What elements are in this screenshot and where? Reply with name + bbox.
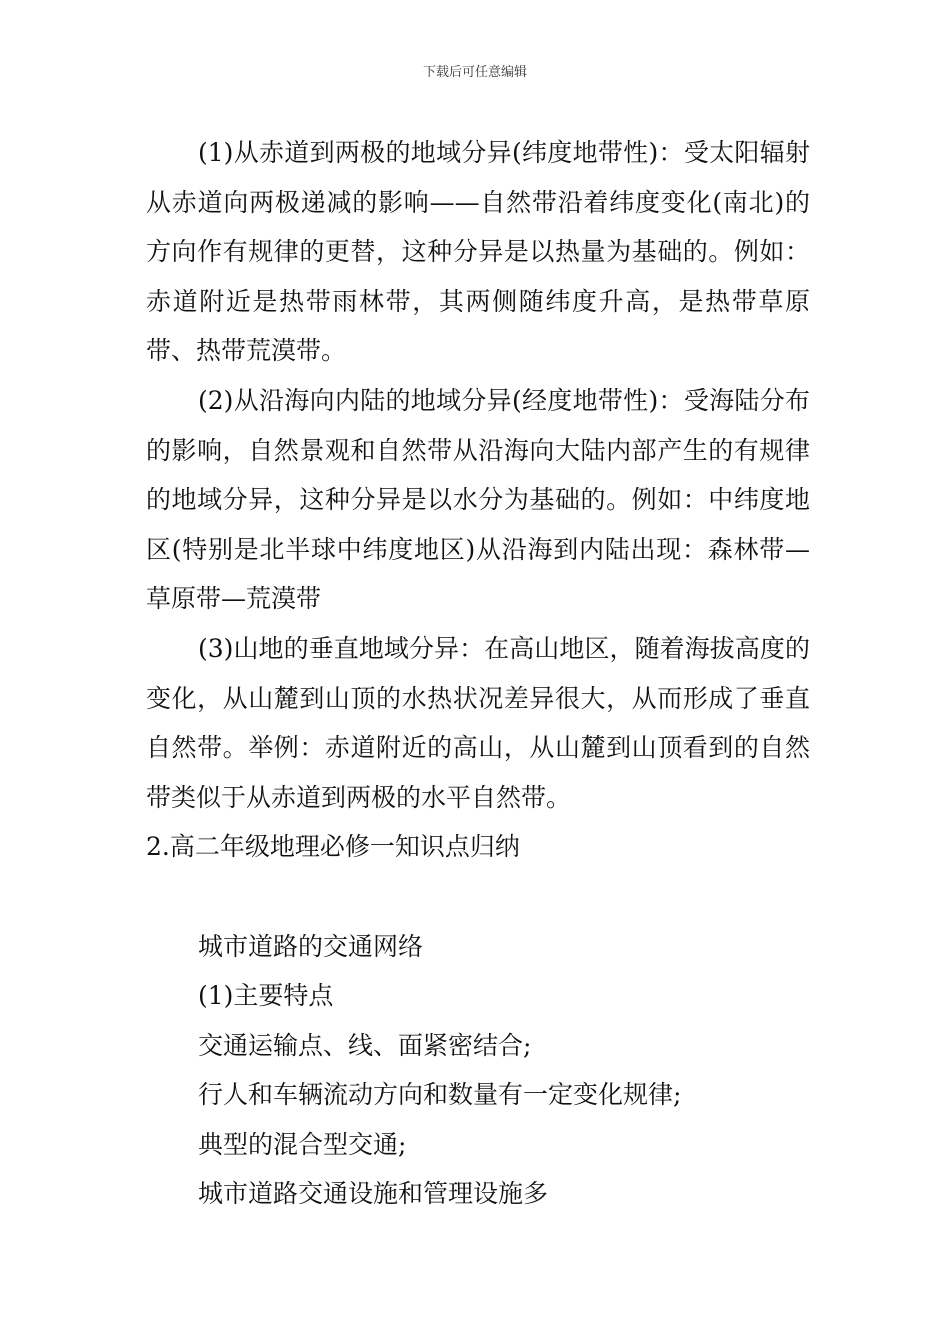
section-heading: 2.高二年级地理必修一知识点归纳 — [146, 832, 520, 862]
blank-line — [146, 872, 810, 922]
list-item: 典型的混合型交通; — [198, 1129, 407, 1159]
list-item: 城市道路的交通网络 — [198, 931, 424, 961]
list-item: 交通运输点、线、面紧密结合; — [198, 1030, 532, 1060]
document-body — [146, 128, 810, 1219]
paragraph-longitudinal-zonation: (2)从沿海向内陆的地域分异(经度地带性)：受海陆分布的影响，自然景观和自然带从沿海向大陆内部产生的有规律的地域分异，这种分异是以水分为基础的。例如：中纬度地区(特别是北半球中纬度地区)从沿海到内陆出现：森林带—草原带—荒漠带 — [146, 385, 810, 614]
paragraph-vertical-zonation: (3)山地的垂直地域分异：在高山地区，随着海拔高度的变化，从山麓到山顶的水热状况差异很大，从而形成了垂直自然带。举例：赤道附近的高山，从山麓到山顶看到的自然带类似于从赤道到两极的水平自然带。 — [146, 633, 810, 812]
list-item: 行人和车辆流动方向和数量有一定变化规律; — [198, 1080, 682, 1110]
page-header-note: 下载后可任意编辑 — [422, 65, 527, 80]
paragraph-latitudinal-zonation: (1)从赤道到两极的地域分异(纬度地带性)：受太阳辐射从赤道向两极递减的影响——自然带沿着纬度变化(南北)的方向作有规律的更替，这种分异是以热量为基础的。例如：赤道附近是热带雨林带，其两侧随纬度升高，是热带草原带、热带荒漠带。 — [146, 138, 810, 366]
list-item: (1)主要特点 — [198, 981, 334, 1011]
list-item: 城市道路交通设施和管理设施多 — [198, 1179, 549, 1209]
